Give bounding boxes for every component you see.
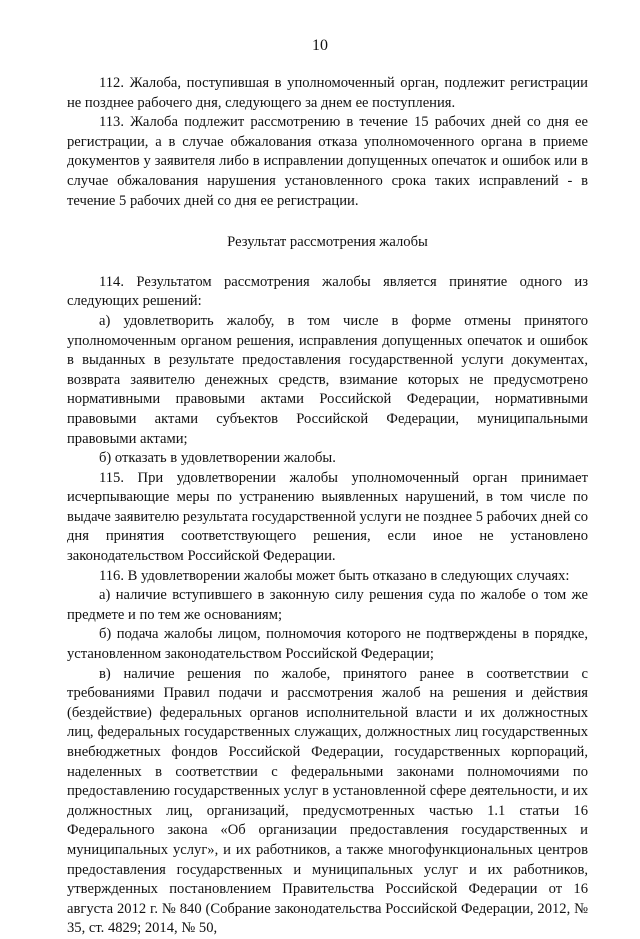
paragraph-113: 113. Жалоба подлежит рассмотрению в течение 15 рабочих дней со дня ее регистрации, а в случае обжалования отказа уполномоченного органа в приеме документов у заявителя либо в исправлении допущенных опечаток и ошибок или в случае обжалования нарушения установленного срока таких исправлений - в течение 5 рабочих дней со дня ее регистрации. [67, 114, 588, 209]
page-number: 10 [312, 37, 328, 54]
paragraph-114-a: а) удовлетворить жалобу, в том числе в форме отмены принятого уполномоченным органом решения, исправления допущенных опечаток и ошибок в выданных в результате предоставления государственной услуги документах, возврата заявителю денежных средств, взимание которых не предусмотрено нормативными правовыми актами Российской Федерации, нормативными правовыми актами субъектов Российской Федерации, муниципальными правовыми актами; [67, 312, 588, 447]
paragraph-114: 114. Результатом рассмотрения жалобы является принятие одного из следующих решений: [67, 273, 588, 310]
paragraph-112: 112. Жалоба, поступившая в уполномоченный орган, подлежит регистрации не позднее рабочего дня, следующего за днем ее поступления. [67, 75, 588, 111]
paragraph-116-a: а) наличие вступившего в законную силу решения суда по жалобе о том же предмете и по тем же основаниям; [67, 587, 588, 623]
section-title: Результат рассмотрения жалобы [227, 234, 428, 251]
paragraph-115: 115. При удовлетворении жалобы уполномоченный орган принимает исчерпывающие меры по устранению выявленных нарушений, в том числе по выдаче заявителю результата государственной услуги не позднее 5 рабочих дней со дня принятия соответствующего решения, если иное не установлено законодательством Российской Федерации. [67, 469, 588, 565]
document-body [67, 74, 588, 939]
paragraph-116-c: в) наличие решения по жалобе, принятого ранее в соответствии с требованиями Правил подачи и рассмотрения жалоб на решения и действия (бездействие) федеральных органов исполнительной власти и их должностных лиц, федеральных государственных служащих, должностных лиц государственных внебюджетных фондов Российской Федерации, государственных корпораций, наделенных в соответствии с федеральными законами полномочиями по предоставлению государственных услуг в установленной сфере деятельности, и их должностных лиц, организаций, предусмотренных частью 1.1 статьи 16 Федерального закона «Об организации предоставления государственных и муниципальных услуг», и их работников, а также многофункциональных центров предоставления государственных и муниципальных услуг и их работников, утвержденных постановлением Правительства Российской Федерации от 16 августа 2012 г. № 840 (Собрание законодательства Российской Федерации, 2012, № 35, ст. 4829; 2014, № 50, [67, 665, 588, 937]
paragraph-116: 116. В удовлетворении жалобы может быть отказано в следующих случаях: [99, 567, 570, 584]
paragraph-116-b: б) подача жалобы лицом, полномочия которого не подтверждены в порядке, установленном законодательством Российской Федерации; [67, 626, 588, 663]
paragraph-114-b: б) отказать в удовлетворении жалобы. [99, 450, 336, 467]
